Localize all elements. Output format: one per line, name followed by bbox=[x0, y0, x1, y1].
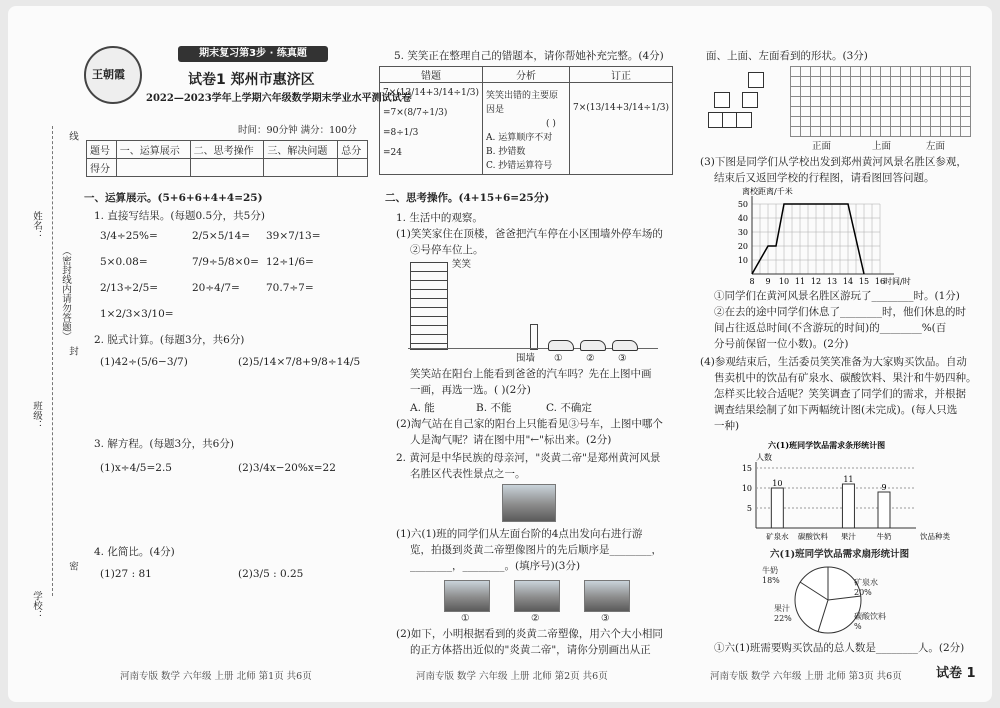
photo-3 bbox=[584, 580, 630, 612]
score-table bbox=[86, 140, 368, 177]
bar-value-label: 9 bbox=[881, 483, 887, 492]
wrong-2: =8÷1/3 bbox=[383, 128, 419, 138]
y-tick-label: 10 bbox=[741, 484, 752, 493]
seal-feng: 封 bbox=[67, 346, 78, 356]
q4-l0: (4)参观结束后，生活委员笑笑准备为大家购买饮品。自动 bbox=[700, 356, 967, 368]
y-tick-label: 5 bbox=[746, 504, 752, 513]
logo-text: 王朝霞 bbox=[92, 68, 125, 81]
calc-item: 2/5×5/14= bbox=[192, 230, 251, 242]
th-analysis: 分析 bbox=[483, 67, 570, 83]
q3a: (1)x÷4/5=2.5 bbox=[100, 462, 172, 474]
line-chart bbox=[708, 186, 918, 286]
wrong-0: 7×(13/14+3/14÷1/3) bbox=[383, 88, 480, 98]
school-label: 学校： bbox=[31, 591, 42, 620]
view-front: 正面 bbox=[812, 141, 832, 152]
logo bbox=[84, 46, 142, 104]
q4-1: ①六(1)班需要购买饮品的总人数是________人。(2分) bbox=[714, 642, 965, 654]
calc-item: 70.7÷7= bbox=[266, 282, 314, 294]
class-label: 班级： bbox=[31, 401, 42, 430]
spot-1: ① bbox=[554, 353, 563, 364]
x-tick-label: 10 bbox=[778, 277, 790, 286]
option-a[interactable]: A. 能 bbox=[410, 402, 435, 414]
x-tick-label: 12 bbox=[810, 277, 822, 286]
q5-title: 5. 笑笑正在整理自己的错题本，请你帮她补充完整。(4分) bbox=[394, 50, 664, 62]
s2-q1-2b: 人是淘气呢？请在图中用"←"标出来。(2分) bbox=[410, 434, 612, 446]
line-q3: 间占往返总时间(不含游玩的时间)的________%(百 bbox=[714, 322, 947, 334]
view-top: 上面 bbox=[872, 141, 892, 152]
seal-line bbox=[52, 126, 53, 596]
q4-l2: 怎样买比较合适呢？笑笑调查了同学们的需求，并根据 bbox=[714, 388, 966, 400]
wall-label: 围墙 bbox=[516, 353, 536, 364]
fix-cell[interactable]: 7×(13/14+3/14÷1/3) bbox=[569, 83, 672, 175]
paper-subtitle: 2022—2023学年上学期六年级数学期末学业水平测试试卷 bbox=[146, 93, 412, 104]
x-tick-label: 13 bbox=[826, 277, 838, 286]
q4-l4: 一种) bbox=[714, 420, 740, 432]
building bbox=[410, 262, 448, 350]
xiaoxiao-label: 笑笑 bbox=[452, 259, 472, 270]
s2-q2a: 2. 黄河是中华民族的母亲河，"炎黄二帝"是郑州黄河风景 bbox=[396, 452, 661, 464]
score-cell[interactable] bbox=[116, 159, 190, 177]
s2-q1-1d: 一画，再选一选。( )(2分) bbox=[410, 384, 531, 396]
bar bbox=[771, 488, 783, 528]
seal-mi: 密 bbox=[67, 561, 78, 571]
s2-q1-1c: 笑笑站在阳台上能看到爸爸的汽车吗？先在上图中画 bbox=[410, 368, 652, 380]
bar-chart bbox=[728, 438, 958, 546]
q4b: (2)3/5 : 0.25 bbox=[238, 568, 304, 580]
score-label: 得分 bbox=[87, 159, 117, 177]
section-2-title: 二、思考操作。(4+15+6=25分) bbox=[385, 192, 550, 204]
car-3 bbox=[612, 340, 638, 351]
view-left: 左面 bbox=[926, 141, 946, 152]
corner-label: 试卷 1 bbox=[936, 666, 976, 681]
calc-item: 5×0.08= bbox=[100, 256, 148, 268]
calc-item: 39×7/13= bbox=[266, 230, 321, 242]
drawing-grid[interactable] bbox=[790, 66, 971, 137]
line-q2: ②在去的途中同学们休息了________时，他们休息的时 bbox=[714, 306, 966, 318]
s2-q1: 1. 生活中的观察。 bbox=[396, 212, 483, 224]
statue-photo bbox=[502, 484, 556, 522]
y-tick-label: 50 bbox=[737, 200, 748, 209]
q3a: (3)下图是同学们从学校出发到郑州黄河风景名胜区参观， bbox=[700, 156, 967, 168]
analysis-2: A. 运算顺序不对 bbox=[486, 133, 553, 143]
paper-title: 试卷1 郑州市惠济区 bbox=[188, 72, 315, 88]
section-1-title: 一、运算展示。(5+6+6+4+4=25) bbox=[84, 192, 263, 204]
score-head-2: 二、思考操作 bbox=[190, 141, 264, 159]
score-head-4: 总分 bbox=[338, 141, 368, 159]
calc-item: 3/4÷25%= bbox=[100, 230, 158, 242]
s2-q1-2a: (2)淘气站在自己家的阳台上只能看见③号车，上图中哪个 bbox=[396, 418, 663, 430]
q4-l3: 调查结果绘制了如下两幅统计图(未完成)。(每人只选 bbox=[714, 404, 958, 416]
score-cell[interactable] bbox=[338, 159, 368, 177]
line-q1: ①同学们在黄河风景名胜区游玩了________时。(1分) bbox=[714, 290, 960, 302]
q2b: (2)5/14×7/8+9/8÷14/5 bbox=[238, 356, 361, 368]
y-axis-title: 人数 bbox=[756, 453, 772, 462]
error-table bbox=[379, 66, 673, 175]
wrong-1: =7×(8/7÷1/3) bbox=[383, 108, 448, 118]
q2-title: 2. 脱式计算。(每题3分，共6分) bbox=[94, 334, 245, 346]
score-cell[interactable] bbox=[190, 159, 264, 177]
option-c[interactable]: C. 不确定 bbox=[546, 402, 592, 414]
score-cell[interactable] bbox=[264, 159, 338, 177]
x-axis-title: 饮品种类 bbox=[920, 532, 950, 541]
x-tick-label: 14 bbox=[842, 277, 854, 286]
x-tick-label: 16 bbox=[874, 277, 886, 286]
photo-label-2: ② bbox=[531, 613, 540, 624]
calc-item: 1×2/3×3/10= bbox=[100, 308, 174, 320]
analysis-4: C. 抄错运算符号 bbox=[486, 161, 553, 171]
x-tick-label: 9 bbox=[765, 277, 771, 286]
y-tick-label: 30 bbox=[737, 228, 748, 237]
s2-q2-1c: ________，________。(填序号)(3分) bbox=[410, 560, 581, 572]
y-axis-title: 离校距离/千米 bbox=[742, 187, 793, 196]
x-tick-label: 11 bbox=[794, 277, 806, 286]
th-error: 错题 bbox=[380, 67, 483, 83]
q1-title: 1. 直接写结果。(每题0.5分，共5分) bbox=[94, 210, 265, 222]
th-fix: 订正 bbox=[569, 67, 672, 83]
q4a: (1)27 : 81 bbox=[100, 568, 152, 580]
s2-q1-1a: (1)笑笑家住在顶楼，爸爸把汽车停在小区围墙外停车场的 bbox=[396, 228, 663, 240]
x-tick-label: 8 bbox=[749, 277, 755, 286]
score-head-0: 题号 bbox=[87, 141, 117, 159]
s2-q2-1b: 览，拍摄到炎黄二帝塑像图片的先后顺序是________， bbox=[410, 544, 662, 556]
q3-title: 3. 解方程。(每题3分，共6分) bbox=[94, 438, 234, 450]
pie-title: 六(1)班同学饮品需求扇形统计图 bbox=[770, 549, 910, 560]
option-b[interactable]: B. 不能 bbox=[476, 402, 512, 414]
calc-item: 20÷4/7= bbox=[192, 282, 240, 294]
x-axis-title: 时间/时 bbox=[884, 277, 911, 286]
q2a: (1)42÷(5/6−3/7) bbox=[100, 356, 188, 368]
q3b: (2)3/4x−20%x=22 bbox=[238, 462, 336, 474]
y-tick-label: 15 bbox=[741, 464, 752, 473]
bar-value-label: 11 bbox=[843, 475, 854, 484]
car-1 bbox=[548, 340, 574, 351]
score-head-3: 三、解决问题 bbox=[264, 141, 338, 159]
footer-3: 河南专版 数学 六年级 上册 北师 第3页 共6页 bbox=[710, 671, 902, 682]
score-head-1: 一、运算展示 bbox=[116, 141, 190, 159]
analysis-3: B. 抄错数 bbox=[486, 147, 526, 157]
time-score: 时间：90分钟 满分：100分 bbox=[238, 125, 357, 136]
y-tick-label: 10 bbox=[737, 256, 748, 265]
p3-top: 面、上面、左面看到的形状。(3分) bbox=[706, 50, 868, 62]
wrong-3: =24 bbox=[383, 148, 402, 158]
photo-1 bbox=[444, 580, 490, 612]
s2-q2b: 名胜区代表性景点之一。 bbox=[410, 468, 526, 480]
y-tick-label: 40 bbox=[737, 214, 748, 223]
photo-label-1: ① bbox=[461, 613, 470, 624]
line-q4: 分号前保留一位小数)。(2分) bbox=[714, 338, 849, 350]
bar-chart-title: 六(1)班同学饮品需求条形统计图 bbox=[768, 440, 886, 450]
photo-label-3: ③ bbox=[601, 613, 610, 624]
pie-label-soda: 碳酸饮料 % bbox=[854, 612, 886, 631]
q4-title: 4. 化简比。(4分) bbox=[94, 546, 175, 558]
pie-label-water: 矿泉水 20% bbox=[854, 578, 878, 597]
x-tick-label: 碳酸饮料 bbox=[797, 532, 828, 541]
banner: 期末复习第3步 · 练真题 bbox=[178, 46, 328, 62]
bar bbox=[842, 484, 854, 528]
name-label: 姓名： bbox=[31, 211, 42, 240]
calc-item: 7/9÷5/8×0= bbox=[192, 256, 259, 268]
bar-value-label: 10 bbox=[772, 479, 783, 488]
s2-q2-2b: 的正方体搭出近似的"炎黄二帝"，请你分别画出从正 bbox=[410, 644, 651, 656]
s2-q2-2a: (2)如下，小明根据看到的炎黄二帝塑像，用六个大小相同 bbox=[396, 628, 663, 640]
s2-q2-1a: (1)六(1)班的同学们从左面台阶的4点出发向右进行游 bbox=[396, 528, 643, 540]
spot-2: ② bbox=[586, 353, 595, 364]
wall bbox=[530, 324, 538, 350]
spot-3: ③ bbox=[618, 353, 627, 364]
cube-figure bbox=[708, 70, 778, 130]
seal-xian: 线 bbox=[67, 131, 78, 141]
seal-note: （密封线内请勿答题） bbox=[60, 246, 71, 341]
x-tick-label: 牛奶 bbox=[876, 532, 892, 541]
x-tick-label: 果汁 bbox=[840, 532, 856, 541]
bar bbox=[878, 492, 890, 528]
y-tick-label: 20 bbox=[737, 242, 748, 251]
analysis-0: 笑笑出错的主要原因是 bbox=[486, 91, 559, 115]
q4-l1: 售卖机中的饮品有矿泉水、碳酸饮料、果汁和牛奶四种。 bbox=[714, 372, 977, 384]
calc-item: 2/13÷2/5= bbox=[100, 282, 159, 294]
pie-label-milk: 牛奶 18% bbox=[762, 566, 780, 585]
x-tick-label: 15 bbox=[858, 277, 870, 286]
analysis-1: ( ) bbox=[546, 119, 556, 129]
footer-1: 河南专版 数学 六年级 上册 北师 第1页 共6页 bbox=[120, 671, 312, 682]
q3b: 结束后又返回学校的行程图，请看图回答问题。 bbox=[714, 172, 935, 184]
exam-sheet bbox=[8, 6, 992, 702]
pie-label-juice: 果汁 22% bbox=[774, 604, 792, 623]
x-tick-label: 矿泉水 bbox=[766, 532, 789, 541]
footer-2: 河南专版 数学 六年级 上册 北师 第2页 共6页 bbox=[416, 671, 608, 682]
car-2 bbox=[580, 340, 606, 351]
calc-item: 12÷1/6= bbox=[266, 256, 314, 268]
photo-2 bbox=[514, 580, 560, 612]
s2-q1-1b: ②号停车位上。 bbox=[410, 244, 484, 256]
